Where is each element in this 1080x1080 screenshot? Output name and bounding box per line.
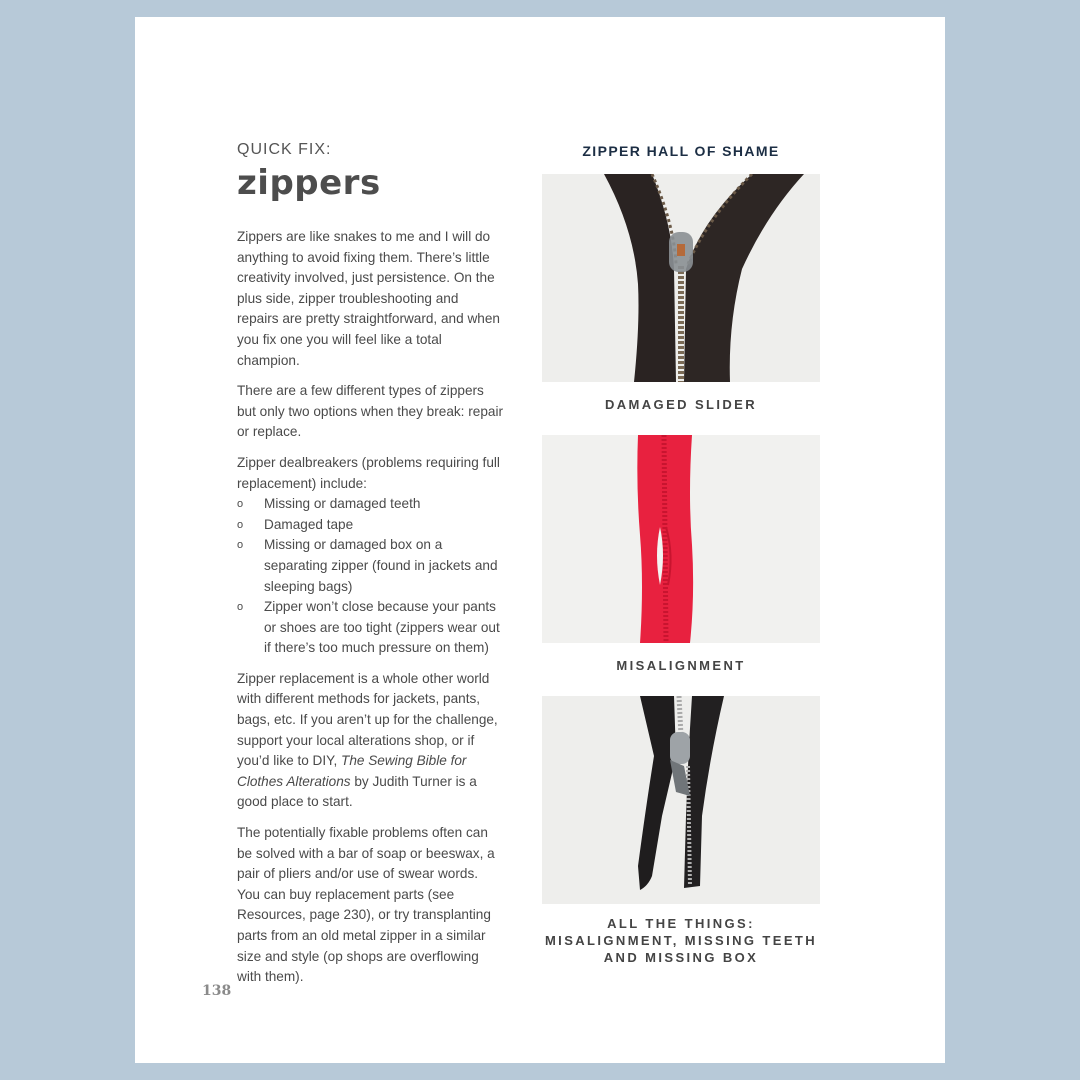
photo-caption: ALL THE THINGS: MISALIGNMENT, MISSING TEETH AND MISSING BOX — [544, 916, 818, 965]
bullet-marker: o — [237, 498, 244, 511]
page-title: zippers — [237, 163, 381, 203]
misalignment-photo — [542, 435, 820, 643]
list-item: o Missing or damaged box on a separating zipper (found in jackets and sleeping bags) — [237, 537, 498, 594]
book-title: The Sewing Bible for Clothes Alterations — [237, 753, 467, 789]
book-page — [135, 17, 945, 1063]
hall-of-shame-column — [542, 143, 820, 966]
bullet-marker: o — [237, 601, 244, 614]
article-column — [237, 141, 503, 998]
damaged-slider-photo — [542, 174, 820, 382]
photo-caption: MISALIGNMENT — [616, 658, 746, 673]
bullet-marker: o — [237, 539, 244, 552]
dealbreakers-intro: Zipper dealbreakers (problems requiring full replacement) include: — [237, 454, 500, 491]
photo-caption: DAMAGED SLIDER — [604, 397, 758, 412]
bullet-marker: o — [237, 518, 244, 531]
replacement-paragraph: Zipper replacement is a whole other world with different methods for jackets, pants, bags, etc. If you aren’t up for the challenge, support your local alterations shop, or if you’d like to DIY, The Sewing Bible for Clothes Alterations by Judith Turner is a good place to start. — [237, 670, 498, 810]
dealbreakers-list — [237, 494, 503, 659]
intro-paragraph: Zippers are like snakes to me and I will do anything to avoid fixing them. There’s little creativity involved, just persistence. On the plus side, zipper troubleshooting and repairs are pretty straightforward, and when you fix one you will feel like a total champion. — [237, 229, 500, 368]
fixable-paragraph: The potentially fixable problems often can be solved with a bar of soap or beeswax, a pair of pliers and/or use of swear words. You can buy replacement parts (see Resources, page 230), or try transplanting parts from an old metal zipper in a similar size and style (op shops are overflowing with them). — [237, 825, 495, 985]
page-number: 138 — [202, 983, 232, 999]
list-item: o Zipper won’t close because your pants or shoes are too tight (zippers wear out if there’s too much pressure on them) — [237, 599, 500, 656]
section-heading: ZIPPER HALL OF SHAME — [582, 143, 780, 159]
kicker: QUICK FIX: — [237, 141, 332, 158]
types-paragraph: There are a few different types of zippers but only two options when they break: repair or replace. — [237, 383, 503, 440]
list-item: o Damaged tape — [237, 515, 503, 536]
list-item: o Missing or damaged teeth — [237, 494, 503, 515]
all-the-things-photo — [542, 696, 820, 904]
